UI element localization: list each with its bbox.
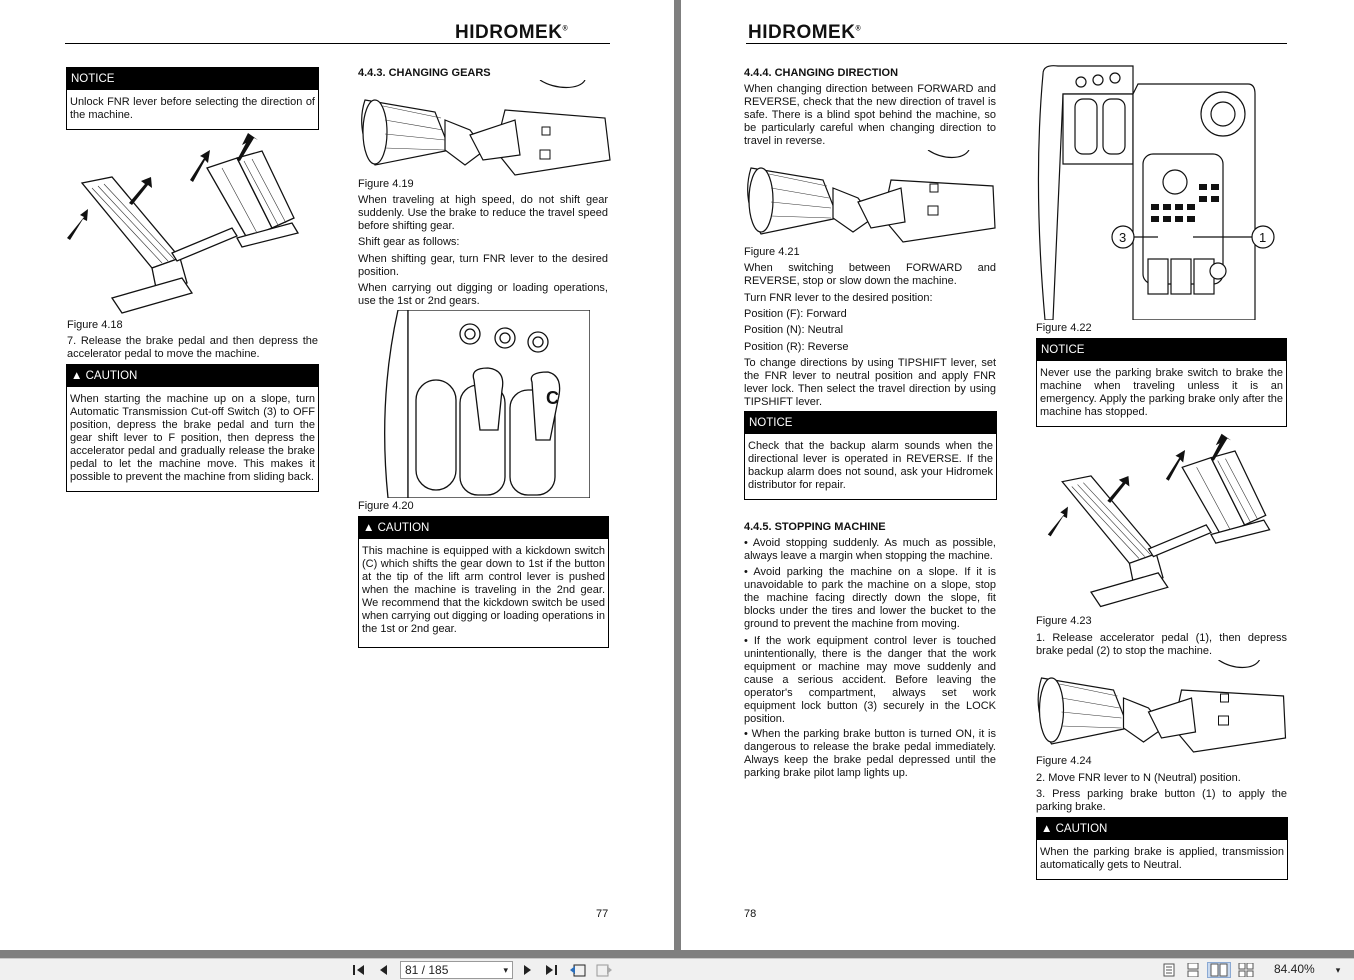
figure-4-20-caption: Figure 4.20 [358, 500, 414, 512]
direction-para-3: Turn FNR lever to the desired position: [744, 292, 933, 304]
gear-para-4: When carrying out digging or loading operations, use the 1st or 2nd gears. [358, 282, 608, 307]
caution-title: ▲ CAUTION [67, 365, 318, 387]
notice-box-backup-alarm [744, 411, 997, 500]
single-page-icon [1163, 963, 1175, 977]
header-rule [746, 43, 1287, 44]
zoom-level[interactable]: 84.40% [1274, 962, 1315, 976]
next-page-icon [523, 964, 533, 976]
gear-para-1: When traveling at high speed, do not shift gear suddenly. Use the brake to reduce the travel speed before shifting gear. [358, 194, 608, 232]
previous-view-icon [569, 963, 587, 977]
figure-4-23-caption: Figure 4.23 [1036, 615, 1092, 627]
page-number-77: 77 [596, 908, 609, 920]
next-view-button[interactable] [594, 962, 614, 978]
stop-step-1: 1. Release accelerator pedal (1), then depress brake pedal (2) to stop the machine. [1036, 632, 1287, 657]
header-rule [65, 43, 610, 44]
continuous-facing-icon [1238, 963, 1254, 977]
continuous-facing-view-button[interactable] [1236, 962, 1256, 978]
notice-body-backup-alarm: Check that the backup alarm sounds when the directional lever is operated in REVERSE. If the backup alarm does not sound, ask your Hidromek distributor for repair. [748, 440, 993, 491]
position-reverse: Position (R): Reverse [744, 341, 849, 353]
first-page-button[interactable] [350, 962, 368, 978]
continuous-view-button[interactable] [1184, 962, 1202, 978]
facing-pages-icon [1210, 963, 1228, 977]
figure-4-24-caption: Figure 4.24 [1036, 755, 1092, 767]
notice-title: NOTICE [67, 68, 318, 90]
facing-view-button[interactable] [1207, 962, 1231, 978]
stopping-bullet-2: • Avoid parking the machine on a slope. If it is unavoidable to park the machine on a slope, stop the machine facing directly down the slope, fit blocks under the tires and lower the bucket to the ground to prevent the machine from moving. [744, 566, 996, 630]
stopping-bullet-4: • When the parking brake button is turned ON, it is dangerous to release the brake pedal immediately. Always keep the brake pedal depressed until the parking brake pilot lamp lights up. [744, 728, 996, 779]
direction-para-2: When switching between FORWARD and REVERSE, stop or slow down the machine. [744, 262, 996, 287]
fnr-lever-figure-421 [743, 150, 998, 245]
gear-para-3: When shifting gear, turn FNR lever to the desired position. [358, 253, 608, 278]
gear-para-2: Shift gear as follows: [358, 236, 460, 248]
hidromek-logo: HIDROMEK® [748, 22, 862, 43]
stop-step-3: 3. Press parking brake button (1) to apply the parking brake. [1036, 788, 1287, 813]
callout-1: 1 [1259, 230, 1267, 245]
figure-4-18-caption: Figure 4.18 [67, 319, 123, 331]
caution-title-kickdown: ▲ CAUTION [359, 517, 608, 539]
last-page-button[interactable] [542, 962, 560, 978]
section-heading-445: 4.4.5. STOPPING MACHINE [744, 521, 886, 533]
notice-box [66, 67, 319, 130]
previous-page-icon [378, 964, 388, 976]
notice-box-parking [1036, 338, 1287, 427]
pedals-figure-418 [62, 133, 312, 318]
next-view-icon [595, 963, 613, 977]
caution-body-kickdown: This machine is equipped with a kickdown switch (C) which shifts the gear down to 1st if the button at the tip of the lift arm control lever is pushed when the machine is traveling in the 2nd gear. We recommend that the kickdown switch be used when carrying out digging or loading operations in the 1st or 2nd gear. [362, 545, 605, 635]
figure-4-19-caption: Figure 4.19 [358, 178, 414, 190]
notice-title-backup-alarm: NOTICE [745, 412, 996, 434]
stopping-bullet-3: • If the work equipment control lever is touched unintentionally, there is the danger that the work equipment or machine may move suddenly and cause a serious accident. Before leaving the operator's compartment, always set work equipment lock button (3) securely in the LOCK position. [744, 635, 996, 725]
notice-body: Unlock FNR lever before selecting the direction of the machine. [70, 96, 315, 121]
kickdown-console-figure-420 [378, 310, 590, 498]
page-number-78: 78 [744, 908, 757, 920]
caution-title-transmission: ▲ CAUTION [1037, 818, 1287, 840]
figure-4-21-caption: Figure 4.21 [744, 246, 800, 258]
caution-body: When starting the machine up on a slope, turn Automatic Transmission Cut-off Switch (3) to OFF position, depress the brake pedal and turn the gear shift lever to F position, then depress the accelerator pedal and gradually release the brake pedal to let the machine move. This makes it possible to prevent the machine from sliding back. [70, 393, 315, 483]
previous-view-button[interactable] [568, 962, 588, 978]
warning-icon: ▲ [71, 370, 83, 382]
cab-console-figure-422 [1033, 64, 1288, 320]
page-number-field[interactable]: 81 / 185 ▾ [400, 961, 513, 979]
page-dropdown-icon[interactable]: ▾ [503, 965, 508, 975]
stop-step-2: 2. Move FNR lever to N (Neutral) position. [1036, 772, 1241, 784]
page-77 [0, 0, 674, 950]
direction-para-4: To change directions by using TIPSHIFT lever, set the FNR lever to neutral position and apply FNR lever lock. Then select the travel direction by using TIPSHIFT lever. [744, 357, 996, 408]
section-heading-444: 4.4.4. CHANGING DIRECTION [744, 67, 899, 79]
position-forward: Position (F): Forward [744, 308, 847, 320]
single-page-view-button[interactable] [1160, 962, 1178, 978]
warning-icon: ▲ [1041, 823, 1053, 835]
hidromek-logo: HIDROMEK® [455, 22, 569, 43]
caution-box-transmission [1036, 817, 1288, 880]
fnr-lever-figure-424 [1033, 660, 1289, 755]
notice-title-parking: NOTICE [1037, 339, 1286, 361]
warning-icon: ▲ [363, 522, 375, 534]
page-78 [681, 0, 1354, 950]
first-page-icon [352, 964, 366, 976]
stopping-bullet-1: • Avoid stopping suddenly. As much as possible, always leave a margin when stopping the machine. [744, 537, 996, 562]
next-page-button[interactable] [520, 962, 536, 978]
figure-4-22-caption: Figure 4.22 [1036, 322, 1092, 334]
last-page-icon [544, 964, 558, 976]
viewer-toolbar [0, 958, 1354, 980]
caution-box-kickdown [358, 516, 609, 648]
position-neutral: Position (N): Neutral [744, 324, 844, 336]
step-7-text: 7. Release the brake pedal and then depress the accelerator pedal to move the machine. [67, 335, 318, 360]
previous-page-button[interactable] [375, 962, 391, 978]
notice-body-parking: Never use the parking brake switch to brake the machine when traveling unless it is an emergency. Apply the parking brake only after the machine has stopped. [1040, 367, 1283, 418]
zoom-dropdown-icon[interactable]: ▾ [1335, 964, 1341, 975]
continuous-view-icon [1187, 963, 1199, 977]
section-heading-443: 4.4.3. CHANGING GEARS [358, 67, 491, 79]
direction-para-1: When changing direction between FORWARD and REVERSE, check that the new direction of travel is safe. There is a blind spot behind the machine, so be particularly careful when changing direction to travel in reverse. [744, 83, 996, 147]
kickdown-label-c: C [546, 388, 559, 408]
pedals-figure-423 [1043, 430, 1283, 615]
fnr-lever-figure-419 [355, 80, 613, 176]
caution-body-transmission: When the parking brake is applied, transmission automatically gets to Neutral. [1040, 846, 1284, 871]
caution-box [66, 364, 319, 492]
callout-3: 3 [1119, 230, 1127, 245]
